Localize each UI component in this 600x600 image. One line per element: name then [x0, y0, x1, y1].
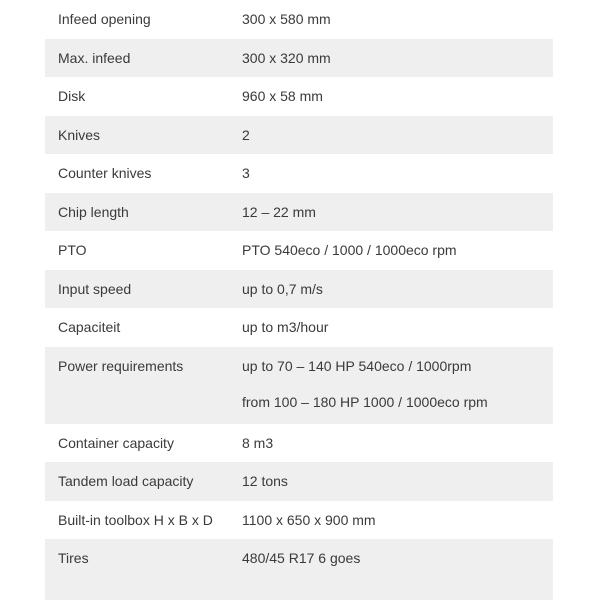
- spec-label: Knives: [58, 126, 101, 143]
- spec-value: 1100 x 650 x 900 mm: [242, 511, 376, 528]
- spec-label: Disk: [58, 88, 86, 104]
- spec-value: up to 0,7 m/s: [242, 280, 323, 297]
- spec-label: Built-in toolbox H x B x D: [58, 511, 213, 528]
- spec-label: Capaciteit: [58, 319, 121, 335]
- spec-value-group: [242, 358, 553, 410]
- spec-label: Container capacity: [58, 434, 174, 451]
- spec-value: 8 m3: [242, 434, 274, 451]
- spec-table: [45, 0, 553, 578]
- table-bottom-band: [45, 577, 553, 600]
- spec-value: PTO 540eco / 1000 / 1000eco rpm: [242, 242, 457, 258]
- spec-value: up to m3/hour: [242, 319, 329, 335]
- spec-value: 12 – 22 mm: [242, 203, 316, 220]
- spec-row-tandem-load-capacity: [45, 462, 553, 501]
- spec-row-input-speed: [45, 270, 553, 309]
- spec-label: PTO: [58, 242, 87, 258]
- spec-row-chip-length: [45, 193, 553, 232]
- spec-row-disk: [45, 77, 553, 116]
- spec-value: 3: [242, 165, 250, 181]
- spec-value-secondary: from 100 – 180 HP 1000 / 1000eco rpm: [242, 393, 488, 410]
- spec-label: Max. infeed: [58, 49, 131, 66]
- spec-row-pto: [45, 231, 553, 270]
- spec-value: 960 x 58 mm: [242, 88, 323, 104]
- spec-value: 300 x 580 mm: [242, 11, 331, 27]
- spec-value: 480/45 R17 6 goes: [242, 550, 361, 566]
- spec-label: Input speed: [58, 280, 132, 297]
- spec-value: 2: [242, 126, 250, 143]
- spec-value: 300 x 320 mm: [242, 49, 331, 66]
- spec-row-counter-knives: [45, 154, 553, 193]
- spec-label: Counter knives: [58, 165, 152, 181]
- spec-label: Infeed opening: [58, 11, 151, 27]
- spec-row-container-capacity: [45, 424, 553, 463]
- spec-row-infeed-opening: [45, 0, 553, 39]
- spec-row-knives: [45, 116, 553, 155]
- spec-value: up to 70 – 140 HP 540eco / 1000rpm: [242, 357, 472, 374]
- spec-row-tires: [45, 539, 553, 578]
- spec-value: 12 tons: [242, 473, 288, 489]
- spec-label: Power requirements: [58, 357, 184, 374]
- spec-label: Tandem load capacity: [58, 473, 194, 489]
- spec-label: Tires: [58, 550, 89, 566]
- spec-row-capaciteit: [45, 308, 553, 347]
- spec-row-power-requirements: [45, 347, 553, 424]
- spec-label: Chip length: [58, 203, 129, 220]
- spec-row-toolbox: [45, 501, 553, 540]
- spec-row-max-infeed: [45, 39, 553, 78]
